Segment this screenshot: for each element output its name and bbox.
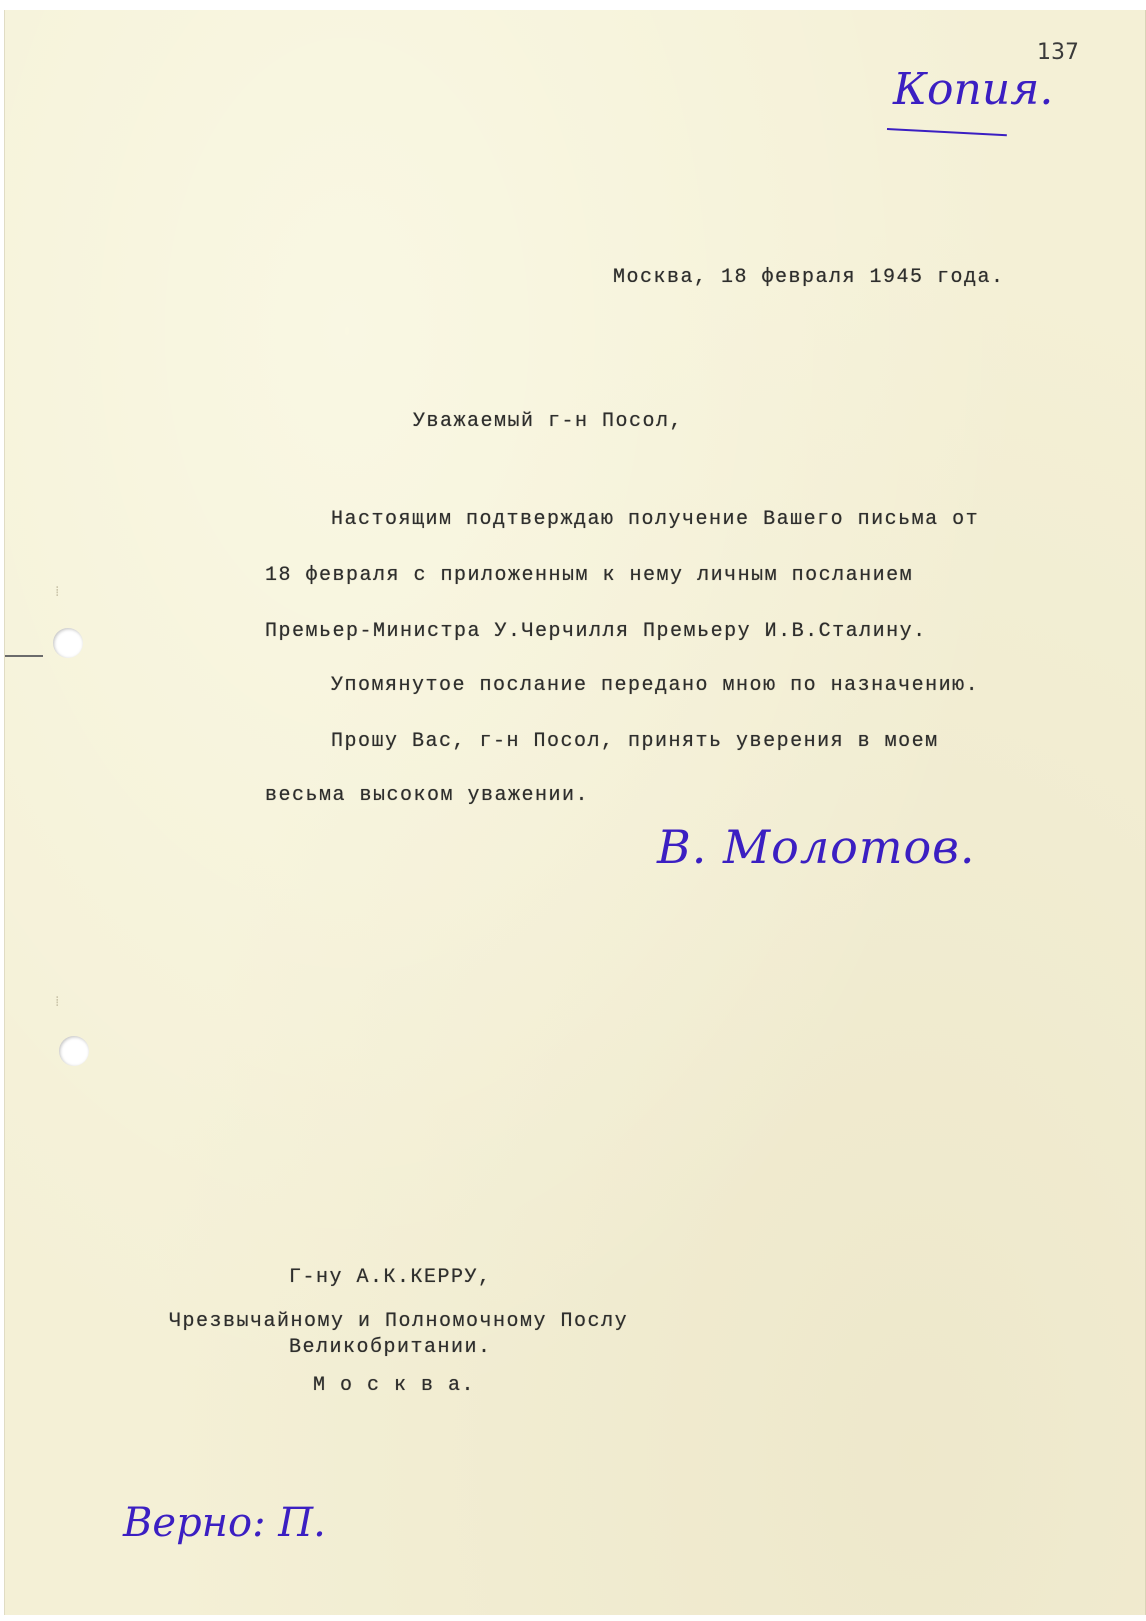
date-line: Москва, 18 февраля 1945 года. — [613, 266, 1005, 289]
copy-mark: Копия. — [893, 64, 1054, 115]
faint-margin-mark: ⁞ — [55, 994, 60, 1010]
addressee-city: М о с к в а. — [313, 1374, 476, 1397]
body-line: 18 февраля с приложенным к нему личным посланием — [265, 564, 914, 587]
addressee-name: Г-ну А.К.КЕРРУ, — [289, 1266, 492, 1289]
folio-number: 137 — [1037, 40, 1079, 65]
punch-hole-lower — [59, 1036, 89, 1066]
body-line: Прошу Вас, г-н Посол, принять уверения в моем — [331, 730, 939, 753]
margin-tick — [5, 655, 43, 657]
body-line: весьма высоком уважении. — [265, 784, 590, 807]
copy-mark-underline — [887, 128, 1007, 136]
salutation: Уважаемый г-н Посол, — [413, 410, 684, 433]
body-line: Упомянутое послание передано мною по назначению. — [331, 674, 980, 697]
addressee-country: Великобритании. — [289, 1336, 492, 1359]
punch-hole-upper — [53, 628, 83, 658]
document-page — [4, 10, 1146, 1615]
body-line: Премьер-Министра У.Черчилля Премьеру И.В.Сталину. — [265, 620, 927, 643]
addressee-title: Чрезвычайному и Полномочному Послу — [169, 1310, 629, 1333]
signature: В. Молотов. — [657, 820, 976, 874]
body-line: Настоящим подтверждаю получение Вашего письма от — [331, 508, 980, 531]
verification-mark: Верно: П. — [123, 1500, 326, 1546]
faint-margin-mark: ⁞ — [55, 584, 60, 600]
